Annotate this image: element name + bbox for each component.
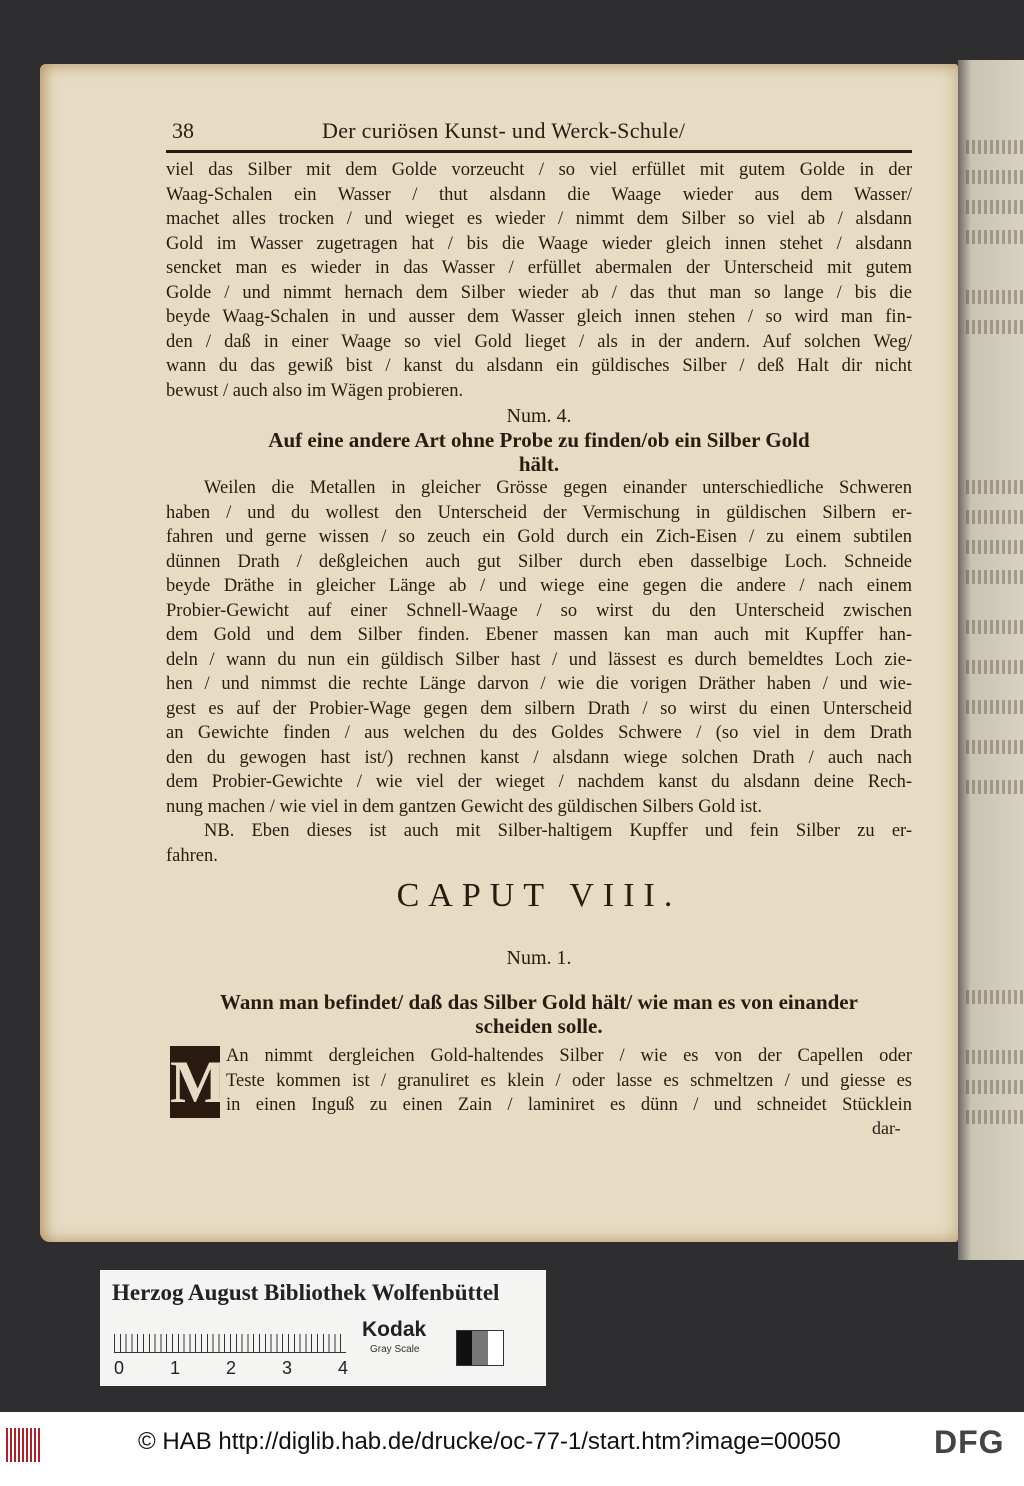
text-line: Weilen die Metallen in gleicher Grösse gegen einander unterschiedliche Schweren <box>204 478 912 498</box>
measurement-ruler <box>114 1322 346 1353</box>
title-line: Wann man befindet/ daß das Silber Gold hält/ wie man es von einander <box>220 990 858 1014</box>
text-line: hen / und nimmst die rechte Länge darvon / wie die vorigen Dräther haben / und wie- <box>166 674 912 694</box>
nb-line: NB. Eben dieses ist auch mit Silber-haltigem Kupffer und fein Silber zu er- <box>204 821 912 841</box>
text-line: Golde / und nimmt hernach dem Silber wieder ab / das thut man so lange / bis die <box>166 282 912 303</box>
text-line: sencket man es wieder in das Wasser / erfüllet abermalen der Unterscheid mit gutem <box>166 258 912 278</box>
footer-bar <box>0 1412 1024 1486</box>
section-title-4 <box>166 428 912 476</box>
section-number-4: Num. 4. <box>506 405 572 427</box>
dfg-logo: DFG <box>934 1424 1005 1460</box>
text-line: dem Gold und dem Silber finden. Ebener massen kan man auch mit Kupffer han- <box>166 625 912 645</box>
section-title-1 <box>166 990 912 1038</box>
title-line: hält. <box>518 452 560 476</box>
text-line: haben / und du wollest den Unterscheid der Vermischung in güldischen Silbern er- <box>166 502 912 523</box>
text-line: beyde Dräthe in gleicher Länge ab / und wiege eine gegen die andere / nach einem <box>166 576 912 596</box>
section-number-1: Num. 1. <box>506 947 572 969</box>
title-line: Auf eine andere Art ohne Probe zu finden/ob ein Silber Gold <box>268 428 810 452</box>
text-line: deln / wann du nun ein güldisch Silber hast / und lässest es durch bemeldtes Loch zie- <box>166 649 912 670</box>
text-line: an Gewichte finden / aus welchen du des Goldes Schwere / (so viel in dem Drath <box>166 723 912 743</box>
text-line: gest es auf der Probier-Wage gegen dem silbern Drath / so wirst du einen Unterscheid <box>166 698 912 719</box>
paragraph-2 <box>166 476 912 868</box>
catchword: dar- <box>872 1118 901 1138</box>
gray-scale-caption: Gray Scale <box>370 1344 420 1355</box>
text-line: dünnen Drath / deßgleichen auch gut Silber durch eben dasselbige Loch. Schneide <box>166 551 912 572</box>
chapter-heading: CAPUT VIII. <box>396 877 682 914</box>
running-head-title: Der curiösen Kunst- und Werck-Schule/ <box>322 118 686 143</box>
ruler-number: 0 <box>114 1358 125 1378</box>
library-color-scale-label <box>100 1270 546 1386</box>
header-rule <box>166 150 912 153</box>
paragraph-1 <box>166 158 912 403</box>
text-line: fahren und gerne wissen / so zeuch ein Gold durch ein Zich-Eisen / zu einem subtilen <box>166 527 912 547</box>
text-line: bewust / auch also im Wägen probieren. <box>166 380 464 401</box>
text-line: An nimmt dergleichen Gold-haltendes Silber / wie es von der Capellen oder <box>226 1046 912 1066</box>
text-line: Waag-Schalen ein Wasser / thut alsdann die Waage wieder aus dem Wasser/ <box>166 184 912 205</box>
text-line: Teste kommen ist / granuliret es klein / oder lasse es schmeltzen / und giesse es <box>226 1070 912 1091</box>
copyright-url[interactable]: © HAB http://diglib.hab.de/drucke/oc-77-1/start.htm?image=00050 <box>138 1428 841 1455</box>
library-name: Herzog August Bibliothek Wolfenbüttel <box>112 1280 500 1305</box>
ruler-number: 1 <box>170 1358 181 1378</box>
text-line: beyde Waag-Schalen in und ausser dem Wasser gleich innen stehen / so wird man fin- <box>166 307 912 327</box>
nb-line: fahren. <box>166 845 218 866</box>
text-line: dem Probier-Gewichte / wie viel der wieget / nachdem kanst du alsdann deine Rech- <box>166 772 912 792</box>
text-line: viel das Silber mit dem Golde vorzeucht / so viel erfüllet mit gutem Golde in der <box>166 160 912 180</box>
paragraph-3 <box>226 1044 912 1118</box>
ruler-number: 4 <box>338 1358 349 1378</box>
facing-page-edge <box>958 60 1024 1260</box>
text-line: wann du das gewiß bist / kanst du alsdann ein güldisches Silber / deß Halt dir nicht <box>166 356 912 376</box>
ruler-number: 3 <box>282 1358 293 1378</box>
text-line: Probier-Gewicht auf einer Schnell-Waage / so wirst du den Unterscheid zwischen <box>166 600 912 621</box>
text-line: den / daß in einer Waage so viel Gold lieget / als in der andern. Auf solchen Weg/ <box>166 331 912 352</box>
hab-logo-icon <box>6 1428 42 1462</box>
text-line: nung machen / wie viel in dem gantzen Gewicht des güldischen Silbers Gold ist. <box>166 796 762 817</box>
text-line: Gold im Wasser zugetragen hat / bis die Waage wieder gleich innen stehet / alsdann <box>166 233 912 254</box>
gray-scale-swatch <box>456 1330 504 1366</box>
page-number: 38 <box>172 118 194 143</box>
kodak-brand: Kodak <box>362 1318 427 1341</box>
decorated-initial: M <box>170 1046 220 1118</box>
ruler-number: 2 <box>226 1358 237 1378</box>
text-line: den du gewogen hast ist/) rechnen kanst / alsdann wiege solchen Drath / auch nach <box>166 747 912 768</box>
text-line: machet alles trocken / und wieget es wieder / nimmt dem Silber so viel ab / alsdann <box>166 209 912 229</box>
title-line: scheiden solle. <box>475 1014 603 1038</box>
text-line: in einen Inguß zu einen Zain / laminiret es dünn / und schneidet Stücklein <box>226 1095 912 1115</box>
